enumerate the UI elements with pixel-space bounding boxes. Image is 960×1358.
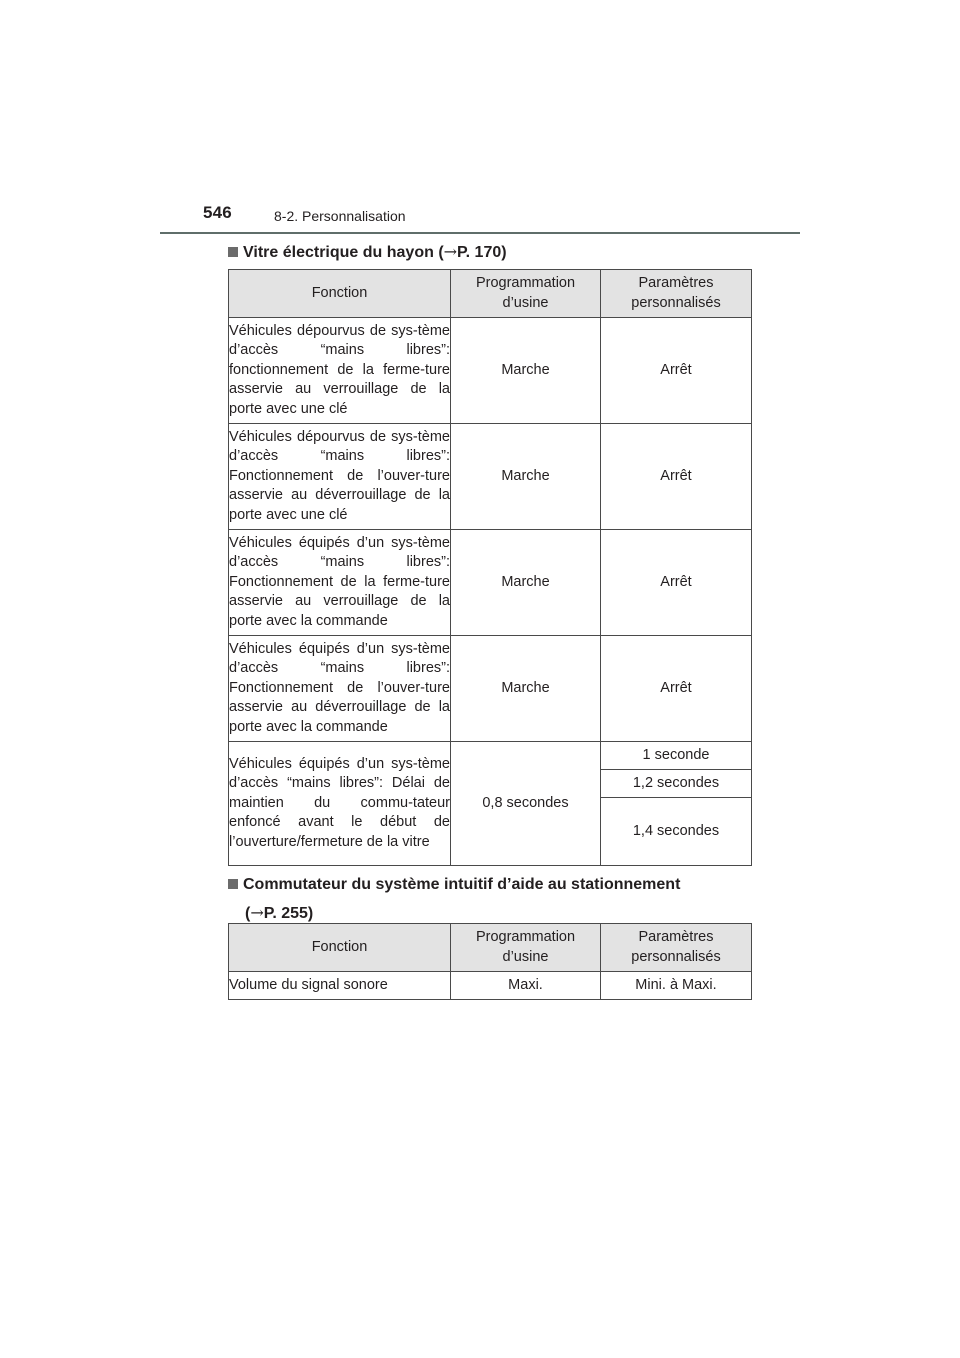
page-reference: P. 170) [457,244,507,261]
function-cell: Véhicules équipés d’un sys-tème d’accès “mains libres”: Fonctionnement de l’ouver-ture asservie au déverrouillage de la porte avec la commande [229,636,451,742]
section-heading-tailgate-window [228,238,507,267]
function-cell: Véhicules équipés d’un sys-tème d’accès “mains libres”: Fonctionnement de la ferme-ture asservie au verrouillage de la porte avec la commande [229,530,451,636]
custom-setting-cell: Arrêt [601,636,752,742]
parking-assist-table [228,923,752,1000]
table-row [229,972,752,1000]
tailgate-window-table [228,269,752,866]
custom-setting-cell: Arrêt [601,424,752,530]
custom-setting-cell: Arrêt [601,318,752,424]
table-row [229,742,752,770]
section-title: Commutateur du système intuitif d’aide au stationnement [243,876,681,893]
page-reference: P. 255) [263,905,314,922]
section-title: Vitre électrique du hayon ( [243,244,444,261]
table-row [229,636,752,742]
page-number: 546 [203,203,232,222]
custom-setting-cell: Mini. à Maxi. [601,972,752,1000]
column-header-factory: Programmation d’usine [451,924,601,972]
column-header-function: Fonction [229,270,451,318]
header-rule [160,232,800,234]
factory-setting-cell: Marche [451,530,601,636]
function-cell: Véhicules dépourvus de sys-tème d’accès “mains libres”: fonctionnement de la ferme-ture asservie au verrouillage de la porte avec une clé [229,318,451,424]
column-header-custom: Paramètres personnalisés [601,924,752,972]
table-header-row [229,924,752,972]
custom-setting-cell: 1,4 secondes [601,798,752,866]
column-header-custom: Paramètres personnalisés [601,270,752,318]
table-row [229,530,752,636]
factory-setting-cell: Marche [451,318,601,424]
function-cell: Véhicules équipés d’un sys-tème d’accès “mains libres”: Délai de maintien du commu-tateur enfoncé avant le début de l’ouverture/fermeture de la vitre [229,742,451,866]
open-paren: ( [245,905,251,922]
factory-setting-cell: 0,8 secondes [451,742,601,866]
column-header-function: Fonction [229,924,451,972]
arrow-icon: → [443,242,458,261]
custom-setting-cell: 1 seconde [601,742,752,770]
table-row [229,318,752,424]
table-row [229,424,752,530]
function-cell: Volume du signal sonore [229,972,451,1000]
square-bullet-icon [228,247,238,257]
function-cell: Véhicules dépourvus de sys-tème d’accès “mains libres”: Fonctionnement de l’ouver-ture asservie au déverrouillage de la porte avec une clé [229,424,451,530]
table-header-row [229,270,752,318]
section-heading-parking-assist [228,871,680,928]
square-bullet-icon [228,879,238,889]
custom-setting-cell: Arrêt [601,530,752,636]
chapter-title: 8-2. Personnalisation [274,208,406,224]
factory-setting-cell: Marche [451,424,601,530]
factory-setting-cell: Maxi. [451,972,601,1000]
column-header-factory: Programmation d’usine [451,270,601,318]
arrow-icon: → [250,903,264,922]
factory-setting-cell: Marche [451,636,601,742]
custom-setting-cell: 1,2 secondes [601,770,752,798]
